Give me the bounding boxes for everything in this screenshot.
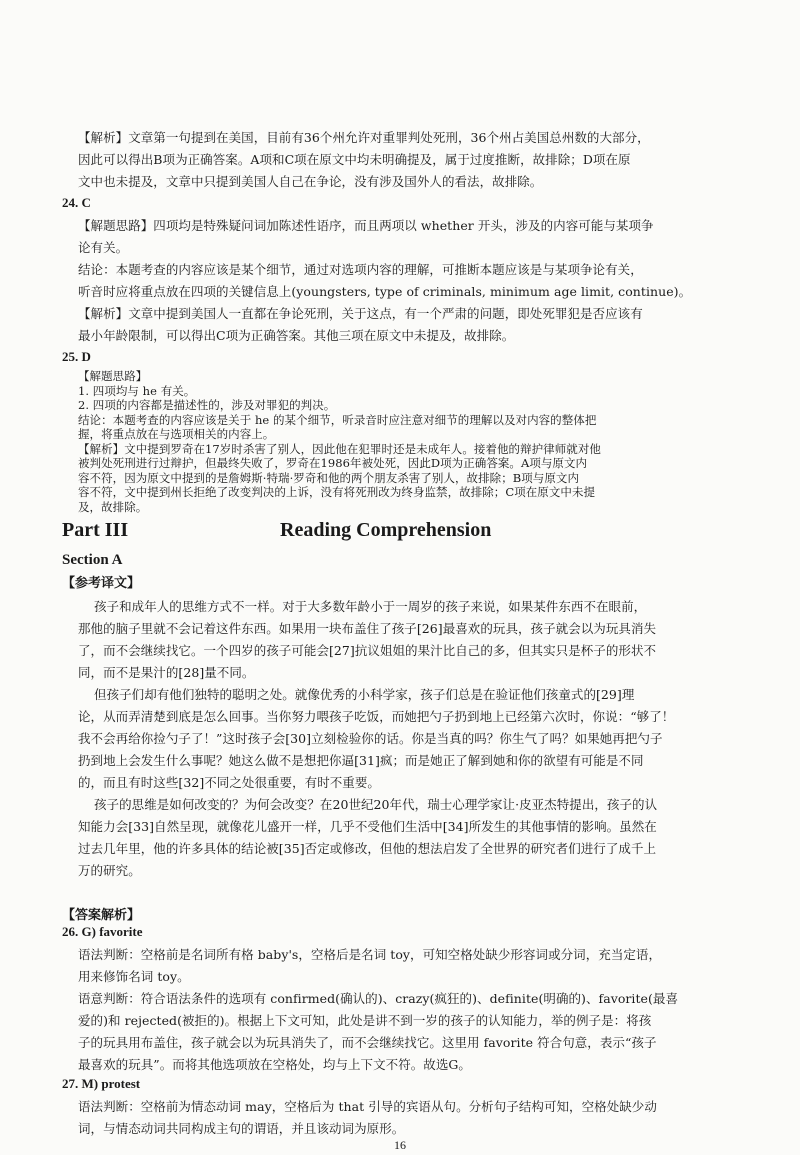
translation-p3-line-4: 万的研究。	[78, 863, 141, 878]
page-number: 16	[394, 1138, 406, 1152]
q26-line-3: 语意判断：符合语法条件的选项有 confirmed(确认的)、crazy(疯狂的)、definite(明确的)、favorite(最喜	[78, 991, 679, 1006]
q25-line-8: 容不符，因为原文中提到的是詹姆斯·特瑞·罗奇和他的两个朋友杀害了别人，故排除；B项与原文内	[78, 470, 580, 485]
translation-p3-line-1: 孩子的思维是如何改变的？为何会改变？在20世纪20年代，瑞士心理学家让·皮亚杰特提出，孩子的认	[94, 797, 658, 812]
part-iii-title: Reading Comprehension	[280, 519, 492, 541]
q25-line-9: 容不符，文中提到州长拒绝了改变判决的上诉，没有将死刑改为终身监禁，故排除；C项在原文中未提	[78, 485, 596, 499]
q26-line-1: 语法判断：空格前是名词所有格 baby's，空格后是名词 toy，可知空格处缺少形容词或分词，充当定语，	[78, 947, 662, 962]
part-iii-label: Part III	[62, 519, 129, 541]
question-25-answer: 25. D	[62, 349, 91, 364]
answers-analysis-label: 【答案解析】	[62, 908, 141, 923]
q27-line-2: 词，与情态动词共同构成主句的谓语，并且该动词为原形。	[78, 1121, 405, 1136]
translation-p1-line-2: 那他的脑子里就不会记着这件东西。如果用一块布盖住了孩子[26]最喜欢的玩具，孩子就会以为玩具消失	[78, 621, 657, 636]
q24-line-2: 论有关。	[78, 240, 129, 255]
question-27-answer: 27. M) protest	[62, 1076, 141, 1091]
q24-line-4: 听音时应将重点放在四项的关键信息上(youngsters, type of criminals, minimum age limit, continue)。	[78, 284, 692, 299]
translation-p3-line-2: 知能力会[33]自然呈现，就像花儿盛开一样，几乎不受他们生活中[34]所发生的其他事情的影响。虽然在	[78, 819, 657, 834]
q25-line-10: 及，故排除。	[78, 499, 148, 514]
question-26-answer: 26. G) favorite	[62, 924, 143, 939]
reference-translation-label: 【参考译文】	[62, 576, 141, 591]
q26-line-5: 子的玩具用布盖住，孩子就会以为玩具消失了，而不会继续找它。这里用 favorite 符合句意，表示“孩子	[78, 1035, 657, 1050]
q25-line-2: 1. 四项均与 he 有关。	[78, 383, 196, 398]
q25-line-1: 【解题思路】	[78, 369, 148, 383]
translation-p3-line-3: 过去几年里，他的许多具体的结论被[35]否定或修改，但他的想法启发了全世界的研究者们进行了成千上	[78, 841, 657, 856]
q25-line-4: 结论：本题考查的内容应该是关于 he 的某个细节，听录音时应注意对细节的理解以及对内容的整体把	[78, 412, 597, 427]
top-analysis-line-2: 因此可以得出B项为正确答案。A项和C项在原文中均未明确提及，属于过度推断，故排除；D项在原	[78, 152, 631, 167]
q25-line-6: 【解析】文中提到罗奇在17岁时杀害了别人，因此他在犯罪时还是未成年人。接着他的辩护律师就对他	[78, 441, 601, 456]
translation-p2-line-4: 扔到地上会发生什么事呢？她这么做不是想把你逼[31]疯；而是她正了解到她和你的欲望有可能是不同	[78, 753, 644, 768]
q25-line-5: 握，将重点放在与选项相关的内容上。	[78, 427, 275, 441]
q25-line-7: 被判处死刑进行过辩护，但最终失败了，罗奇在1986年被处死，因此D项为正确答案。A项与原文内	[78, 456, 588, 470]
translation-p2-line-1: 但孩子们却有他们独特的聪明之处。就像优秀的小科学家，孩子们总是在验证他们孩童式的[29]理	[94, 687, 635, 702]
translation-p2-line-5: 的，而且有时这些[32]不同之处很重要，有时不重要。	[78, 775, 380, 790]
translation-p1-line-3: 了，而不会继续找它。一个四岁的孩子可能会[27]抗议姐姐的果汁比自己的多，但其实只是杯子的形状不	[78, 643, 657, 658]
translation-p1-line-1: 孩子和成年人的思维方式不一样。对于大多数年龄小于一周岁的孩子来说，如果某件东西不在眼前，	[94, 599, 647, 614]
q24-line-1: 【解题思路】四项均是特殊疑问词加陈述性语序，而且两项以 whether 开头，涉及的内容可能与某项争	[78, 218, 654, 233]
question-24-answer: 24. C	[62, 195, 91, 210]
translation-p2-line-2: 论，从而弄清楚到底是怎么回事。当你努力喂孩子吃饭，而她把勺子扔到地上已经第六次时，你说：“够了！	[78, 709, 675, 724]
q26-line-4: 爱的)和 rejected(被拒的)。根据上下文可知，此处是讲不到一岁的孩子的认知能力，举的例子是：将孩	[78, 1013, 652, 1028]
top-analysis-line-1: 【解析】文章第一句提到在美国，目前有36个州允许对重罪判处死刑，36个州占美国总州数的大部分，	[78, 130, 650, 145]
q24-line-6: 最小年龄限制，可以得出C项为正确答案。其他三项在原文中未提及，故排除。	[78, 328, 515, 343]
section-a-heading: Section A	[62, 552, 123, 568]
q24-line-3: 结论：本题考查的内容应该是某个细节，通过对选项内容的理解，可推断本题应该是与某项争论有关，	[78, 262, 643, 277]
translation-p1-line-4: 同，而不是果汁的[28]量不同。	[78, 665, 255, 680]
translation-p2-line-3: 我不会再给你捡勺子了！”这时孩子会[30]立刻检验你的话。你是当真的吗？你生气了吗？如果她再把勺子	[78, 731, 663, 746]
q24-line-5: 【解析】文章中提到美国人一直都在争论死刑，关于这点，有一个严肃的问题，即处死罪犯是否应该有	[78, 306, 643, 321]
top-analysis-line-3: 文中也未提及，文章中只提到美国人自己在争论，没有涉及国外人的看法，故排除。	[78, 174, 543, 189]
q26-line-6: 最喜欢的玩具”。而将其他选项放在空格处，均与上下文不符。故选G。	[78, 1057, 471, 1072]
q27-line-1: 语法判断：空格前为情态动词 may，空格后为 that 引导的宾语从句。分析句子结构可知，空格处缺少动	[78, 1099, 657, 1114]
q26-line-2: 用来修饰名词 toy。	[78, 969, 190, 984]
q25-line-3: 2. 四项的内容都是描述性的，涉及对罪犯的判决。	[78, 398, 336, 412]
